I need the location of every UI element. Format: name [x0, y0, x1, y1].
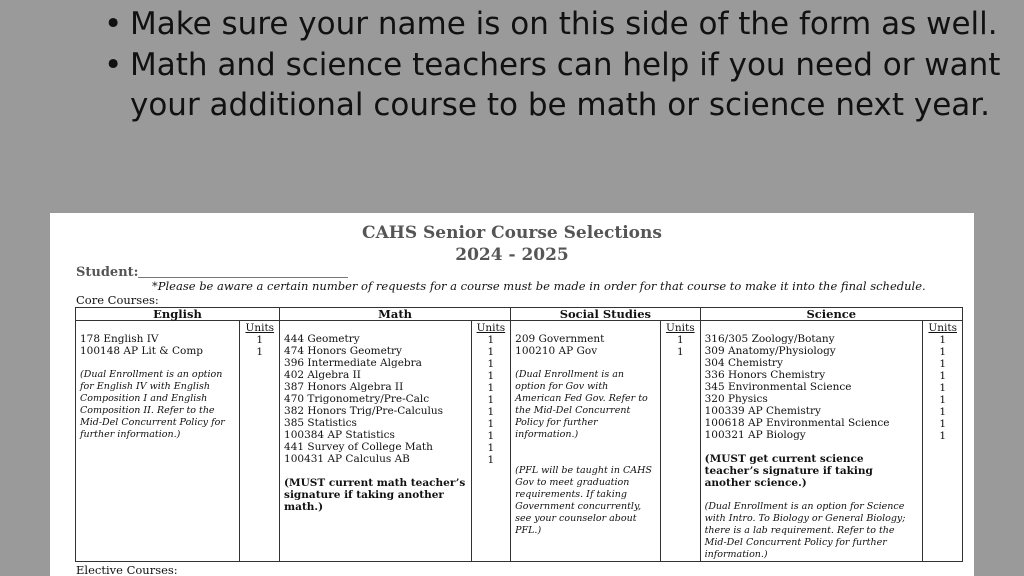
math-signature-note: (MUST current math teacher’s signature if taking another math.) [284, 477, 466, 513]
units-header: Units [666, 322, 695, 334]
core-courses-label: Core Courses: [76, 293, 159, 307]
english-units [240, 321, 280, 562]
slide-bullet-list [104, 4, 1004, 126]
course-units: 1 [487, 442, 495, 454]
course-item: 387 Honors Algebra II [284, 381, 404, 393]
form-year: 2024 - 2025 [455, 245, 569, 265]
science-course-list [700, 321, 923, 562]
course-units: 1 [939, 394, 947, 406]
english-course-list [76, 321, 240, 562]
course-item: 336 Honors Chemistry [704, 369, 826, 381]
units-header: Units [245, 322, 275, 334]
bullet-teacher-help: • Math and science teachers can help if you need or want your additional course to be math or science next year. [104, 45, 1004, 126]
science-header: Science [700, 308, 962, 321]
course-item: 382 Honors Trig/Pre-Calculus [284, 405, 444, 417]
request-notice: *Please be aware a certain number of requests for a course must be made in order for that course to make it into the final schedule. [152, 279, 926, 293]
course-units: 1 [939, 382, 947, 394]
course-units: 1 [487, 418, 495, 430]
course-item: 444 Geometry [284, 333, 360, 345]
course-units: 1 [939, 358, 947, 370]
course-units: 1 [939, 370, 947, 382]
social-studies-units [661, 321, 701, 562]
course-units: 1 [256, 334, 264, 346]
units-header: Units [476, 322, 506, 334]
course-units: 1 [939, 346, 947, 358]
course-item: 100210 AP Gov [515, 345, 598, 357]
student-name-line [138, 277, 348, 278]
course-item: 441 Survey of College Math [284, 441, 433, 453]
gov-dual-enrollment-note: (Dual Enrollment is an option for Gov with American Fed Gov. Refer to the Mid-Del Concurrent Policy for further information.) [515, 369, 648, 440]
units-header: Units [928, 322, 957, 334]
student-label: Student: [76, 265, 139, 280]
course-units: 1 [487, 406, 495, 418]
course-item: 385 Statistics [284, 417, 357, 429]
course-units: 1 [939, 418, 947, 430]
course-units: 1 [487, 370, 495, 382]
english-dual-enrollment-note: (Dual Enrollment is an option for English IV with English Composition I and English Composition II. Refer to the Mid-Del Concurrent Policy for further information.) [80, 369, 225, 440]
course-units: 1 [256, 346, 264, 358]
course-units: 1 [487, 346, 495, 358]
pfl-note: (PFL will be taught in CAHS Gov to meet graduation requirements. If taking Government concurrently, see your counselor about PFL.) [515, 465, 652, 536]
course-item: 470 Trigonometry/Pre-Calc [284, 393, 430, 405]
form-title: CAHS Senior Course Selections [362, 223, 662, 243]
course-units: 1 [487, 454, 495, 466]
course-item: 345 Environmental Science [704, 381, 852, 393]
course-item: 474 Honors Geometry [284, 345, 402, 357]
course-item: 304 Chemistry [704, 357, 783, 369]
math-units [471, 321, 511, 562]
science-dual-enrollment-note: (Dual Enrollment is an option for Science with Intro. To Biology or General Biology; there is a lab requirement. Refer to the Mid-Del Concurrent Policy for further information.) [704, 501, 906, 560]
course-item: 402 Algebra II [284, 369, 361, 381]
english-header: English [76, 308, 280, 321]
course-item: 209 Government [515, 333, 605, 345]
course-item: 100618 AP Environmental Science [704, 417, 890, 429]
elective-courses-label: Elective Courses: [76, 563, 178, 576]
course-selection-form [50, 213, 974, 576]
course-units: 1 [487, 430, 495, 442]
course-item: 100148 AP Lit & Comp [80, 345, 204, 357]
course-units: 1 [487, 334, 495, 346]
math-course-list [280, 321, 472, 562]
course-item: 178 English IV [80, 333, 159, 345]
course-content-row [76, 321, 963, 562]
course-item: 396 Intermediate Algebra [284, 357, 422, 369]
course-units: 1 [939, 406, 947, 418]
course-item: 100321 AP Biology [704, 429, 806, 441]
course-item: 100384 AP Statistics [284, 429, 395, 441]
course-units: 1 [487, 382, 495, 394]
core-courses-table [75, 307, 963, 562]
subject-header-row [76, 308, 963, 321]
bullet-name-reminder: • Make sure your name is on this side of the form as well. [104, 4, 1004, 45]
course-item: 320 Physics [704, 393, 768, 405]
social-studies-header: Social Studies [511, 308, 700, 321]
course-units: 1 [939, 334, 947, 346]
course-units: 1 [676, 346, 684, 358]
science-signature-note: (MUST get current science teacher’s signature if taking another science.) [704, 453, 873, 489]
course-item: 100339 AP Chemistry [704, 405, 821, 417]
course-units: 1 [487, 394, 495, 406]
course-units: 1 [939, 430, 947, 442]
science-units [923, 321, 963, 562]
course-item: 316/305 Zoology/Botany [704, 333, 835, 345]
course-units: 1 [487, 358, 495, 370]
course-item: 100431 AP Calculus AB [284, 453, 410, 465]
social-studies-course-list [511, 321, 661, 562]
math-header: Math [280, 308, 511, 321]
course-item: 309 Anatomy/Physiology [704, 345, 836, 357]
course-units: 1 [676, 334, 684, 346]
